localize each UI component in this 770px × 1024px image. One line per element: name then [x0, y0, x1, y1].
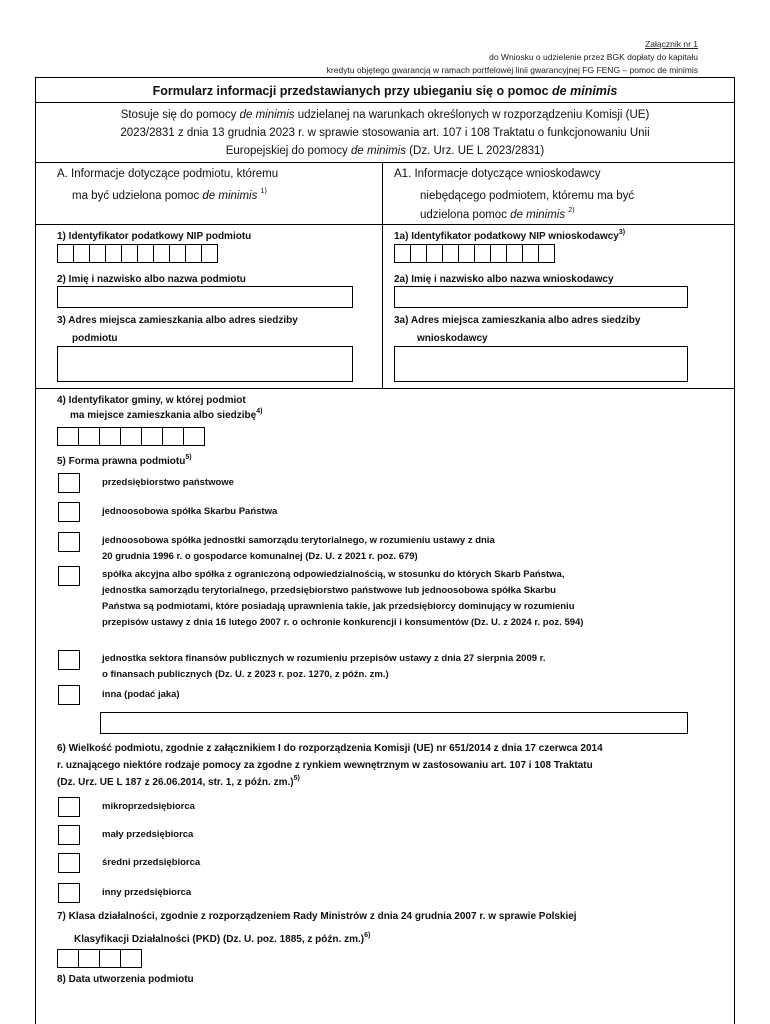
- q8-label: 8) Data utworzenia podmiotu: [57, 974, 194, 985]
- field-1-label: 1) Identyfikator podatkowy NIP podmiotu: [57, 231, 252, 242]
- form-title: Formularz informacji przedstawianych przy ubieganiu się o pomoc de minimis: [152, 84, 618, 98]
- option-spolka-jst-checkbox[interactable]: [58, 532, 80, 552]
- size-inny-label: inny przedsiębiorca: [102, 887, 192, 898]
- attachment-number: Załącznik nr 1: [645, 39, 698, 49]
- section-a-title-1: A. Informacje dotyczące podmiotu, któremu: [57, 168, 279, 180]
- intro-line-2: 2023/2831 z dnia 13 grudnia 2023 r. w sprawie stosowania art. 107 i 108 Traktatu o funkcjonowaniu Unii: [120, 127, 650, 139]
- option-przedsiebiorstwo-panstwowe-checkbox[interactable]: [58, 473, 80, 493]
- section-a1-title-2: niebędącego podmiotem, któremu ma być: [420, 190, 635, 202]
- option-1-label: przedsiębiorstwo państwowe: [102, 477, 234, 488]
- pkd-grid[interactable]: [57, 949, 142, 968]
- option-2-label: jednoosobowa spółka Skarbu Państwa: [102, 506, 278, 517]
- nip-wnioskodawcy-grid[interactable]: [394, 244, 555, 263]
- field-2-label: 2) Imię i nazwisko albo nazwa podmiotu: [57, 274, 246, 285]
- option-5-label-2: o finansach publicznych (Dz. U. z 2023 r. poz. 1270, z późn. zm.): [102, 669, 389, 680]
- field-1a-label: 1a) Identyfikator podatkowy NIP wnioskodawcy$^{3)}$: [394, 228, 626, 242]
- attachment-line-3: kredytu objętego gwarancją w ramach portfelowej linii gwarancyjnej FG FENG – pomoc de minimis: [326, 65, 698, 75]
- field-3-label-2: podmiotu: [72, 333, 118, 344]
- option-3-label-2: 20 grudnia 1996 r. o gospodarce komunalnej (Dz. U. z 2021 r. poz. 679): [102, 551, 418, 562]
- nip-podmiotu-grid[interactable]: [57, 244, 218, 263]
- option-3-label-1: jednoosobowa spółka jednostki samorządu terytorialnego, w rozumieniu ustawy z dnia: [102, 535, 495, 546]
- size-maly-label: mały przedsiębiorca: [102, 829, 194, 840]
- size-maly-checkbox[interactable]: [58, 825, 80, 845]
- option-4-label-1: spółka akcyjna albo spółka z ograniczoną odpowiedzialnością, w stosunku do których Skarb Państwa,: [102, 569, 565, 580]
- size-inny-checkbox[interactable]: [58, 883, 80, 903]
- name-podmiotu-field[interactable]: [57, 286, 353, 308]
- size-sredni-checkbox[interactable]: [58, 853, 80, 873]
- inna-specify-field[interactable]: [100, 712, 688, 734]
- field-3-label-1: 3) Adres miejsca zamieszkania albo adres siedziby: [57, 315, 298, 326]
- option-4-label-3: Państwa są podmiotami, które posiadają uprawnienia takie, jak przedsiębiorcy dominujący w rozumieniu: [102, 601, 575, 612]
- q6-label-2: r. uznającego niektóre rodzaje pomocy za zgodne z rynkiem wewnętrznym w zastosowaniu art. 107 i 108 Traktatu: [57, 760, 593, 771]
- name-wnioskodawcy-field[interactable]: [394, 286, 688, 308]
- q7-label-1: 7) Klasa działalności, zgodnie z rozporządzeniem Rady Ministrów z dnia 24 grudnia 2007 r. w sprawie Polskiej: [57, 911, 577, 922]
- option-spolka-skarbu-panstwa-checkbox[interactable]: [58, 502, 80, 522]
- option-5-label-1: jednostka sektora finansów publicznych w rozumieniu przepisów ustawy z dnia 27 sierpnia 2009 r.: [102, 653, 546, 664]
- field-3a-label-2: wnioskodawcy: [417, 333, 488, 344]
- option-4-label-2: jednostka samorządu terytorialnego, przedsiębiorstwo państwowe lub jednoosobowa spółka Skarbu: [102, 585, 556, 596]
- q6-label-3: (Dz. Urz. UE L 187 z 26.06.2014, str. 1, z późn. zm.)$^{5)}$: [57, 774, 300, 788]
- option-spolka-akcyjna-checkbox[interactable]: [58, 566, 80, 586]
- q5-label: 5) Forma prawna podmiotu$^{5)}$: [57, 453, 192, 467]
- section-a1-title-3: udzielona pomoc de minimis $^{2)}$: [420, 207, 575, 221]
- section-a-title-2: ma być udzielona pomoc de minimis $^{1)}$: [72, 188, 267, 202]
- q7-label-2: Klasyfikacji Działalności (PKD) (Dz. U. poz. 1885, z późn. zm.)$^{6)}$: [74, 931, 371, 945]
- option-inna-checkbox[interactable]: [58, 685, 80, 705]
- q4-label-2: ma miejsce zamieszkania albo siedzibę$^{4)}$: [70, 407, 263, 421]
- size-mikro-checkbox[interactable]: [58, 797, 80, 817]
- q6-label-1: 6) Wielkość podmiotu, zgodnie z załącznikiem I do rozporządzenia Komisji (UE) nr 651/2014 z dnia 17 czerwca 2014: [57, 743, 603, 754]
- size-sredni-label: średni przedsiębiorca: [102, 857, 201, 868]
- option-4-label-4: przepisów ustawy z dnia 16 lutego 2007 r. o ochronie konkurencji i konsumentów (Dz. U. z 2024 r. poz. 594): [102, 617, 584, 628]
- gmina-id-grid[interactable]: [57, 427, 205, 446]
- intro-line-3: Europejskiej do pomocy de minimis (Dz. Urz. UE L 2023/2831): [225, 145, 545, 157]
- attachment-line-2: do Wniosku o udzielenie przez BGK dopłaty do kapitału: [489, 52, 698, 62]
- q4-label-1: 4) Identyfikator gminy, w której podmiot: [57, 395, 246, 406]
- address-wnioskodawcy-field[interactable]: [394, 346, 688, 382]
- size-mikro-label: mikroprzedsiębiorca: [102, 801, 195, 812]
- option-jsfp-checkbox[interactable]: [58, 650, 80, 670]
- address-podmiotu-field[interactable]: [57, 346, 353, 382]
- section-a1-title-1: A1. Informacje dotyczące wnioskodawcy: [394, 168, 601, 180]
- option-6-label: inna (podać jaka): [102, 689, 180, 700]
- field-3a-label-1: 3a) Adres miejsca zamieszkania albo adres siedziby: [394, 315, 641, 326]
- intro-line-1: Stosuje się do pomocy de minimis udzielanej na warunkach określonych w rozporządzeniu Komisji (UE): [120, 109, 650, 121]
- field-2a-label: 2a) Imię i nazwisko albo nazwa wnioskodawcy: [394, 274, 614, 285]
- form-frame: [35, 77, 735, 1024]
